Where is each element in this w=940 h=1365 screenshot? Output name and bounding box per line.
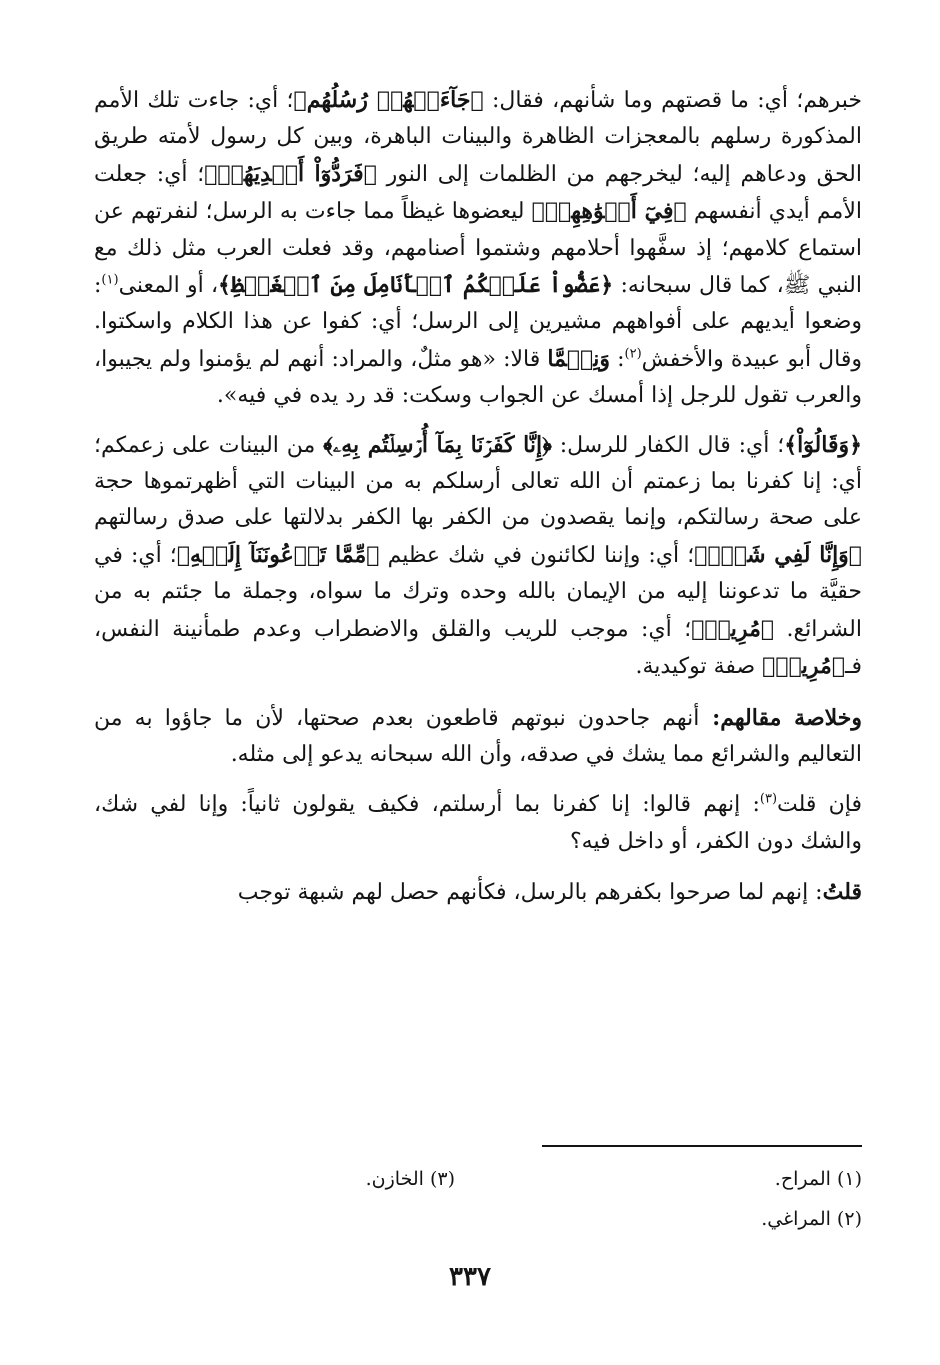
footnote-2: (٢) المراغي. — [761, 1208, 862, 1230]
text-run: ؛ أي: وإننا لكائنون في شك عظيم — [379, 542, 695, 568]
footnote-1: (١) المراح. — [774, 1168, 862, 1190]
quran-quote: ﴿مُرِيبٖ﴾ — [691, 615, 775, 642]
quran-quote: ﴿وَقَالُوٓاْ﴾ — [784, 431, 862, 458]
paragraph-3 — [94, 700, 862, 774]
text-run: ؛ أي: جاءت تلك الأمم المذكورة رسلهم بالمعجزات الظاهرة والبينات الباهرة، وبين كل رسول لأمته طريق الحق ودعاهم إليه؛ ليخرجهم من الظلمات إلى النور — [94, 88, 863, 187]
quran-quote: ﴿مِّمَّا تَدۡعُونَنَآ إِلَيۡهِ﴾ — [176, 541, 380, 568]
footnote-divider — [542, 1145, 862, 1147]
text-run: : وضعوا أيديهم على أفواههم مشيرين إلى الرسل؛ أي: كفوا عن هذا الكلام واسكتوا. وقال أبو عبيدة والأخفش — [94, 273, 863, 372]
footnote-ref: (١) — [101, 272, 119, 288]
text-run: ؛ أي: جعلت الأمم أيدي أنفسهم — [94, 161, 862, 225]
quran-quote: ﴿مُرِيبٖ﴾ — [762, 653, 846, 680]
text-run: : إنهم لما صرحوا بكفرهم بالرسل، فكأنهم حصل لهم شبهة توجب — [237, 880, 823, 906]
text-run: ؛ أي: في حقيَّة ما تدعوننا إليه من الإيمان بالله وحده وترك ما سواه، وجملة ما جئتم به من الشرائع. — [94, 542, 862, 642]
text-run: ليعضوها غيظاً مما جاءت به الرسل؛ لنفرتهم عن استماع كلامهم؛ إذ سفَّهوا أحلامهم وشتموا أصنامهم، وقد فعلت العرب مثل ذلك مع النبي ﷺ، كما قال سبحانه: — [94, 199, 862, 299]
quran-quote: ﴿وَإِنَّا لَفِي شَكّٖ﴾ — [694, 541, 863, 568]
text-run: خبرهم؛ أي: ما قصتهم وما شأنهم، فقال: — [483, 88, 862, 113]
text-run: قالا: «هو مثلٌ، والمراد: أنهم لم يؤمنوا ولم يجيبوا، والعرب تقول للرجل إذا أمسك عن الجواب وسكت: قد رد يده في فيه». — [94, 346, 862, 409]
quran-quote: ﴿إِنَّا كَفَرۡنَا بِمَآ أُرۡسِلۡتُم بِهِۦ﴾ — [323, 431, 552, 458]
text-run: : إنهم قالوا: إنا كفرنا بما أرسلتم، فكيف يقولون ثانياً: وإنا لفي شك، والشك دون الكفر، أو داخل فيه؟ — [94, 792, 862, 854]
quran-quote: ﴿عَضُّواْ عَلَيۡكُمُ ٱلۡأَنَامِلَ مِنَ ٱلۡغَيۡظِ﴾ — [218, 272, 614, 299]
text-run: ؛ أي: قال الكفار للرسل: — [551, 432, 785, 458]
quran-quote: ﴿فِيٓ أَفۡوَٰهِهِمۡ﴾ — [531, 198, 687, 225]
paragraph-2 — [94, 427, 862, 686]
text-run: ، أو المعنى — [118, 273, 219, 299]
footnote-ref: (٣) — [759, 791, 778, 807]
paragraph-1 — [94, 82, 862, 415]
page-number: ٣٣٧ — [449, 1262, 491, 1292]
bold-lead: قلتُ — [822, 879, 862, 906]
main-text — [94, 82, 862, 912]
text-run: صفة توكيدية. — [635, 654, 763, 680]
paragraph-5 — [94, 874, 862, 911]
text-run: فإن قلت — [777, 792, 862, 818]
footnote-ref: (٢) — [624, 346, 642, 362]
text-run: : — [609, 346, 625, 372]
text-run: من البينات على زعمكم؛ أي: إنا كفرنا بما زعمتم أن الله تعالى أرسلكم به من البينات التي أظهرتموها حجة على صحة رسالتكم، وإنما يقصدون من الكفر بها الكفر بدلالتها على صدق رسالتهم — [94, 432, 862, 531]
text-run: أنهم جاحدون نبوتهم قاطعون بعدم صحتها، لأن ما جاؤوا به من التعاليم والشرائع مما يشك في صدقه، وأن الله سبحانه يدعو إلى مثله. — [94, 705, 862, 767]
quran-quote: وَنِعۡمَّا — [547, 345, 610, 372]
bold-lead: وخلاصة مقالهم: — [699, 704, 862, 731]
quran-quote: ﴿فَرَدُّوٓاْ أَيۡدِيَهُمۡ﴾ — [204, 160, 377, 187]
paragraph-4 — [94, 787, 862, 860]
footnote-3: (٣) الخازن. — [365, 1168, 455, 1190]
text-run: ؛ أي: موجب للريب والقلق والاضطراب وعدم طمأنينة النفس، فـ — [94, 616, 862, 680]
quran-quote: ﴿جَآءَتۡهُمۡ رُسُلُهُم﴾ — [293, 87, 484, 113]
